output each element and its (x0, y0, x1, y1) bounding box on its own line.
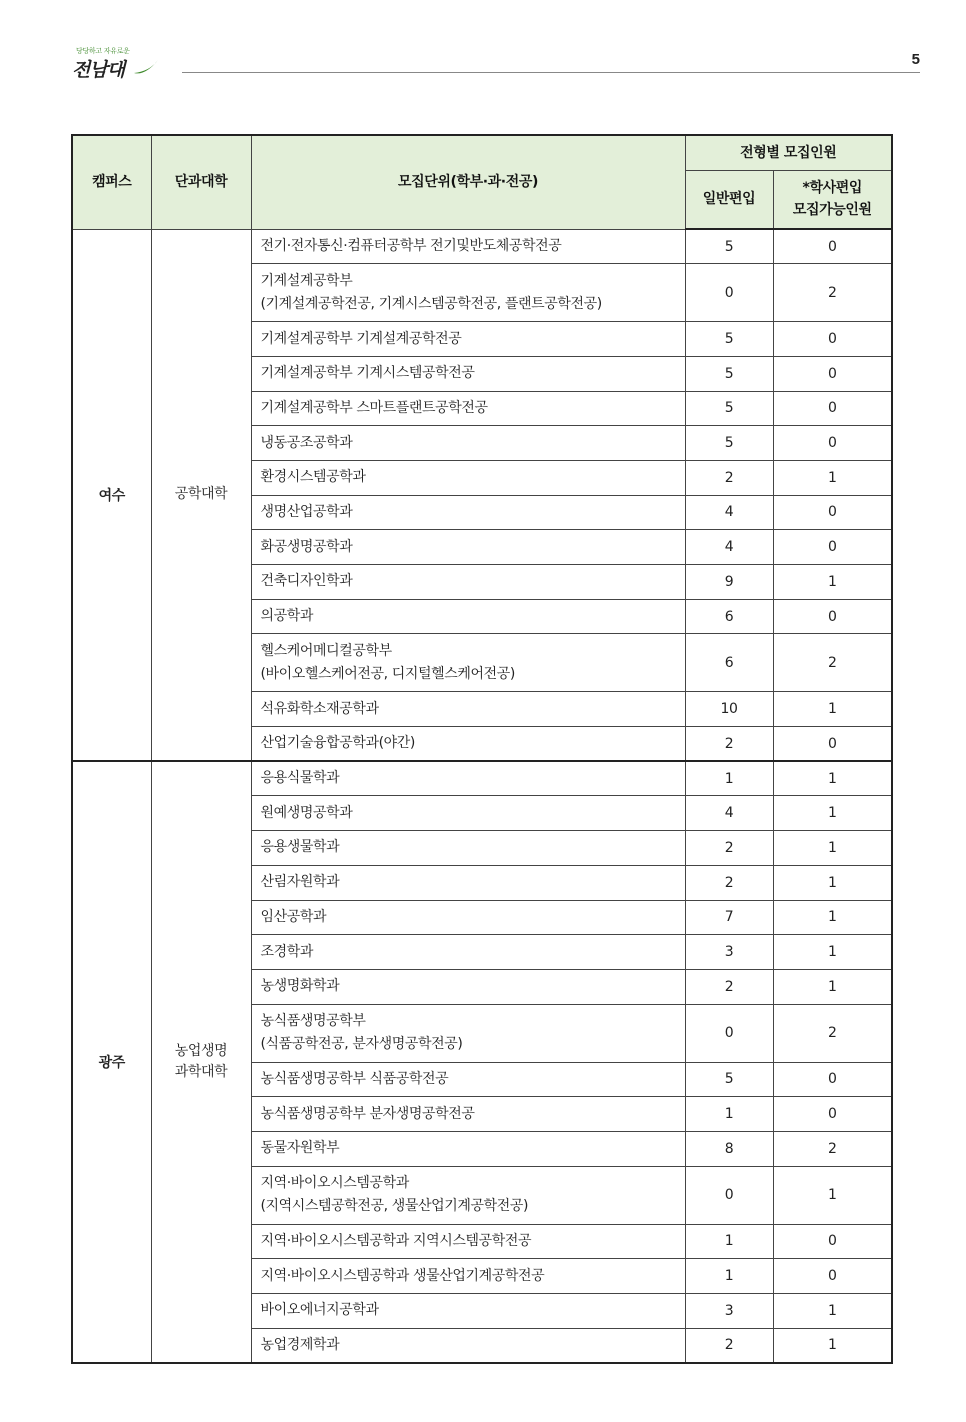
general-transfer-count: 1 (685, 1259, 773, 1294)
unit-cell (251, 264, 685, 322)
general-transfer-count: 2 (685, 727, 773, 762)
general-transfer-count: 4 (685, 530, 773, 565)
general-transfer-count: 2 (685, 1328, 773, 1363)
page-header (72, 44, 920, 80)
unit-line: 기계설계공학부 기계시스템공학전공 (260, 365, 475, 382)
unit-cell (251, 831, 685, 866)
unit-line: 석유화학소재공학과 (260, 700, 379, 717)
page-number: 5 (911, 51, 920, 68)
college-line: 과학대학 (174, 1064, 228, 1081)
general-transfer-count: 10 (685, 692, 773, 727)
header-campus: 캠퍼스 (72, 135, 151, 229)
unit-cell (251, 530, 685, 565)
unit-line: 생명산업공학과 (260, 503, 353, 520)
unit-line: 산업기술융합공학과(야간) (260, 735, 415, 752)
unit-line: (지역시스템공학전공, 생물산업기계공학전공) (260, 1198, 529, 1215)
bachelor-transfer-count: 1 (773, 969, 892, 1004)
unit-line: 조경학과 (260, 943, 313, 960)
unit-line: 농생명화학과 (260, 978, 340, 995)
general-transfer-count: 2 (685, 831, 773, 866)
unit-cell (251, 1131, 685, 1166)
unit-cell (251, 565, 685, 600)
general-transfer-count: 1 (685, 761, 773, 796)
bachelor-transfer-count: 0 (773, 356, 892, 391)
unit-line: 응용식물학과 (260, 770, 340, 787)
unit-cell (251, 1062, 685, 1097)
unit-cell (251, 599, 685, 634)
table-row (72, 229, 892, 264)
general-transfer-count: 0 (685, 1004, 773, 1062)
unit-line: 바이오에너지공학과 (260, 1302, 379, 1319)
unit-cell (251, 900, 685, 935)
bachelor-transfer-count: 2 (773, 1131, 892, 1166)
general-transfer-count: 1 (685, 1097, 773, 1132)
bachelor-transfer-count: 0 (773, 322, 892, 357)
general-transfer-count: 2 (685, 460, 773, 495)
bachelor-transfer-count: 0 (773, 727, 892, 762)
bachelor-transfer-count: 0 (773, 1097, 892, 1132)
general-transfer-count: 0 (685, 264, 773, 322)
bachelor-transfer-count: 1 (773, 692, 892, 727)
bachelor-transfer-count: 0 (773, 1259, 892, 1294)
bachelor-transfer-count: 0 (773, 599, 892, 634)
unit-cell (251, 1097, 685, 1132)
unit-cell (251, 1294, 685, 1329)
campus-cell: 광주 (72, 761, 151, 1363)
general-transfer-count: 8 (685, 1131, 773, 1166)
unit-line: 화공생명공학과 (260, 538, 353, 555)
unit-cell (251, 692, 685, 727)
unit-cell (251, 229, 685, 264)
general-transfer-count: 4 (685, 495, 773, 530)
bachelor-transfer-count: 1 (773, 831, 892, 866)
general-transfer-count: 0 (685, 1166, 773, 1224)
general-transfer-count: 5 (685, 1062, 773, 1097)
general-transfer-count: 5 (685, 322, 773, 357)
unit-cell (251, 969, 685, 1004)
unit-line: 지역·바이오시스템공학과 (260, 1175, 409, 1192)
unit-cell (251, 495, 685, 530)
unit-line: (기계설계공학전공, 기계시스템공학전공, 플랜트공학전공) (260, 295, 602, 312)
unit-cell (251, 426, 685, 461)
unit-line: (식품공학전공, 분자생명공학전공) (260, 1036, 463, 1053)
unit-line: 건축디자인학과 (260, 573, 353, 590)
bachelor-transfer-count: 0 (773, 229, 892, 264)
unit-cell (251, 727, 685, 762)
header-quota-group: 전형별 모집인원 (685, 135, 892, 170)
bachelor-transfer-count: 0 (773, 1224, 892, 1259)
campus-cell: 여수 (72, 229, 151, 761)
general-transfer-count: 5 (685, 391, 773, 426)
unit-line: 농식품생명공학부 분자생명공학전공 (260, 1105, 475, 1122)
bachelor-transfer-count: 0 (773, 426, 892, 461)
college-cell (151, 229, 251, 761)
bachelor-transfer-count: 2 (773, 634, 892, 692)
bachelor-transfer-count: 1 (773, 565, 892, 600)
bachelor-transfer-count: 1 (773, 1328, 892, 1363)
table-body (72, 229, 892, 1363)
logo-swoosh-icon (132, 58, 160, 76)
unit-cell (251, 1166, 685, 1224)
unit-cell (251, 1004, 685, 1062)
unit-line: 기계설계공학부 기계설계공학전공 (260, 330, 462, 347)
general-transfer-count: 1 (685, 1224, 773, 1259)
general-transfer-count: 5 (685, 426, 773, 461)
unit-line: 동물자원학부 (260, 1140, 340, 1157)
unit-cell (251, 935, 685, 970)
college-line: 공학대학 (174, 486, 228, 503)
unit-line: 지역·바이오시스템공학과 지역시스템공학전공 (260, 1232, 532, 1249)
college-cell (151, 761, 251, 1363)
header-divider (182, 72, 920, 73)
general-transfer-count: 6 (685, 634, 773, 692)
unit-line: 농업경제학과 (260, 1336, 340, 1353)
header-bachelor-transfer (773, 170, 892, 229)
unit-line: 농식품생명공학부 식품공학전공 (260, 1070, 449, 1087)
logo-tagline: 당당하고 자유로운 (76, 47, 130, 55)
bachelor-transfer-count: 1 (773, 865, 892, 900)
unit-line: 기계설계공학부 스마트플랜트공학전공 (260, 399, 488, 416)
unit-cell (251, 356, 685, 391)
unit-line: 기계설계공학부 (260, 272, 353, 289)
unit-cell (251, 796, 685, 831)
bachelor-transfer-count: 0 (773, 391, 892, 426)
bachelor-transfer-count: 1 (773, 1166, 892, 1224)
bachelor-transfer-count: 1 (773, 460, 892, 495)
unit-line: 전기·전자통신·컴퓨터공학부 전기및반도체공학전공 (260, 237, 562, 254)
unit-line: 농식품생명공학부 (260, 1013, 366, 1030)
general-transfer-count: 9 (685, 565, 773, 600)
unit-cell (251, 761, 685, 796)
unit-cell (251, 391, 685, 426)
unit-line: 냉동공조공학과 (260, 434, 353, 451)
bachelor-transfer-count: 1 (773, 935, 892, 970)
unit-cell (251, 1328, 685, 1363)
header-college: 단과대학 (151, 135, 251, 229)
unit-line: 원예생명공학과 (260, 804, 353, 821)
college-line: 농업생명 (174, 1043, 228, 1060)
general-transfer-count: 4 (685, 796, 773, 831)
general-transfer-count: 3 (685, 935, 773, 970)
bachelor-transfer-count: 2 (773, 264, 892, 322)
logo-wordmark: 전남대 (72, 59, 125, 81)
unit-line: 응용생물학과 (260, 839, 340, 856)
unit-cell (251, 322, 685, 357)
header-bachelor-line1: *학사편입 (802, 180, 862, 197)
unit-line: 의공학과 (260, 608, 313, 625)
bachelor-transfer-count: 1 (773, 900, 892, 935)
header-general-transfer: 일반편입 (685, 170, 773, 229)
university-logo (72, 44, 172, 80)
general-transfer-count: 3 (685, 1294, 773, 1329)
unit-line: 임산공학과 (260, 908, 327, 925)
general-transfer-count: 5 (685, 229, 773, 264)
general-transfer-count: 2 (685, 865, 773, 900)
unit-cell (251, 1259, 685, 1294)
header-bachelor-line2: 모집가능인원 (792, 202, 872, 219)
header-unit: 모집단위(학부·과·전공) (251, 135, 685, 229)
unit-line: 지역·바이오시스템공학과 생물산업기계공학전공 (260, 1267, 545, 1284)
unit-cell (251, 460, 685, 495)
recruitment-table (71, 134, 893, 1364)
unit-cell (251, 634, 685, 692)
unit-cell (251, 865, 685, 900)
table-row (72, 761, 892, 796)
general-transfer-count: 5 (685, 356, 773, 391)
bachelor-transfer-count: 1 (773, 796, 892, 831)
unit-line: 헬스케어메디컬공학부 (260, 642, 392, 659)
bachelor-transfer-count: 2 (773, 1004, 892, 1062)
unit-line: 환경시스템공학과 (260, 469, 366, 486)
bachelor-transfer-count: 0 (773, 530, 892, 565)
unit-line: 산림자원학과 (260, 874, 340, 891)
bachelor-transfer-count: 0 (773, 1062, 892, 1097)
unit-line: (바이오헬스케어전공, 디지털헬스케어전공) (260, 665, 515, 682)
general-transfer-count: 6 (685, 599, 773, 634)
bachelor-transfer-count: 0 (773, 495, 892, 530)
general-transfer-count: 2 (685, 969, 773, 1004)
general-transfer-count: 7 (685, 900, 773, 935)
unit-cell (251, 1224, 685, 1259)
bachelor-transfer-count: 1 (773, 1294, 892, 1329)
bachelor-transfer-count: 1 (773, 761, 892, 796)
